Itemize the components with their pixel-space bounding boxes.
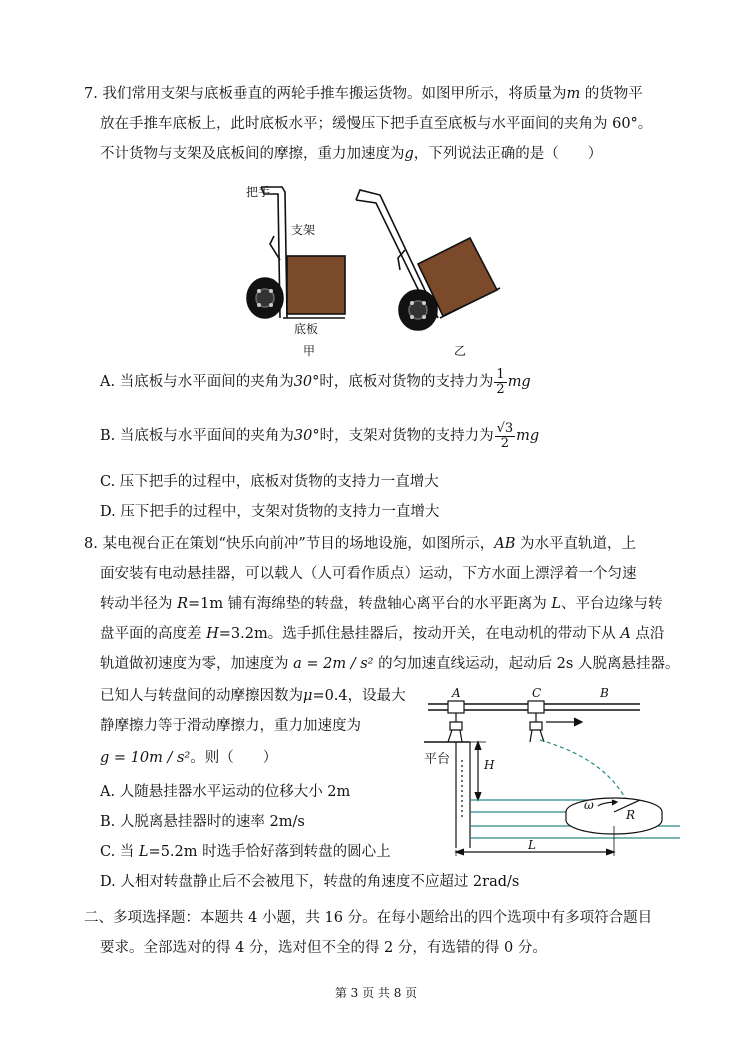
q8-line-4: 盘平面的高度差 H=3.2m。选手抓住悬挂器后，按动开关，在电动机的带动下从 A 点沿 — [100, 626, 665, 642]
q7-option-a: A. 当底板与水平面间的夹角为30°时，底板对货物的支持力为 $\frac{1}{2}$ mg — [100, 366, 531, 397]
point-a-label: A — [452, 686, 461, 700]
q8-option-b: B. 人脱离悬挂器时的速率 2m/s — [100, 814, 305, 830]
q8-line-2: 面安装有电动悬挂器，可以载人（人可看作质点）运动，下方水面上漂浮着一个匀速 — [100, 566, 637, 582]
q8-line-6: 已知人与转盘间的动摩擦因数为μ=0.4，设最大 — [100, 688, 406, 704]
q8-line-8: g = 10m / s²。则（ ） — [100, 750, 278, 766]
var-g: g — [404, 146, 414, 162]
base-label: 底板 — [294, 322, 319, 336]
q8-line-5: 轨道做初速度为零，加速度为 a = 2m / s² 的匀加速直线运动，起动后 2s 人脱离悬挂器。 — [100, 656, 680, 672]
fraction-root3-half: $\frac{√3}{2}$ — [496, 420, 514, 451]
q7-line-2: 放在手推车底板上，此时底板水平；缓慢压下把手直至底板与水平面间的夹角为 60°。 — [100, 116, 653, 132]
q8-line-1: 8. 某电视台正在策划“快乐向前冲”节目的场地设施，如图所示，AB 为水平直轨道，上 — [84, 536, 637, 552]
support-label: 支架 — [291, 223, 316, 237]
q8-line-3: 转动半径为 R=1m 铺有海绵垫的转盘，转盘轴心离平台的水平距离为 L、平台边缘与转 — [100, 596, 663, 612]
q7-option-d: D. 压下把手的过程中，支架对货物的支持力一直增大 — [100, 504, 440, 520]
hand-truck-a — [247, 187, 345, 318]
fraction-one-half: $\frac{1}{2}$ — [496, 366, 505, 397]
accel-formula: a = 2m / s² — [293, 656, 374, 672]
q8-option-a: A. 人随悬挂器水平运动的位移大小 2m — [100, 784, 351, 800]
page-footer: 第 3 页 共 8 页 — [334, 986, 418, 1000]
caption-a: 甲 — [303, 344, 316, 358]
platform-label: 平台 — [424, 752, 451, 767]
q8-figure — [424, 701, 680, 856]
var-m: m — [566, 86, 581, 102]
height-label: H — [484, 758, 495, 772]
q8-option-d: D. 人相对转盘静止后不会被甩下，转盘的角速度不应超过 2rad/s — [100, 874, 520, 890]
point-b-label: B — [600, 686, 609, 700]
radius-label: R — [626, 808, 636, 822]
omega-label: ω — [584, 798, 594, 812]
distance-label: L — [528, 838, 536, 852]
point-c-label: C — [532, 686, 542, 700]
q7-option-b: B. 当底板与水平面间的夹角为30°时，支架对货物的支持力为 $\frac{√3}{2}$ mg — [100, 420, 540, 451]
q8-line-7: 静摩擦力等于滑动摩擦力，重力加速度为 — [100, 718, 361, 734]
q7-line-1: 7. 我们常用支架与底板垂直的两轮手推车搬运货物。如图甲所示，将质量为m 的货物平 — [84, 86, 643, 102]
caption-b: 乙 — [454, 344, 467, 358]
section2-line-1: 二、多项选择题：本题共 4 小题，共 16 分。在每小题给出的四个选项中有多项符合题目 — [84, 910, 653, 926]
section2-line-2: 要求。全部选对的得 4 分，选对但不全的得 2 分，有选错的得 0 分。 — [100, 940, 547, 956]
gravity-formula: g = 10m / s² — [100, 750, 191, 766]
q7-option-c: C. 压下把手的过程中，底板对货物的支持力一直增大 — [100, 474, 439, 490]
hand-truck-b — [356, 190, 500, 330]
q8-option-c: C. 当 L=5.2m 时选手恰好落到转盘的圆心上 — [100, 844, 391, 860]
handle-label: 把手 — [246, 185, 271, 199]
q7-line-3: 不计货物与支架及底板间的摩擦，重力加速度为g，下列说法正确的是（ ） — [100, 146, 603, 162]
